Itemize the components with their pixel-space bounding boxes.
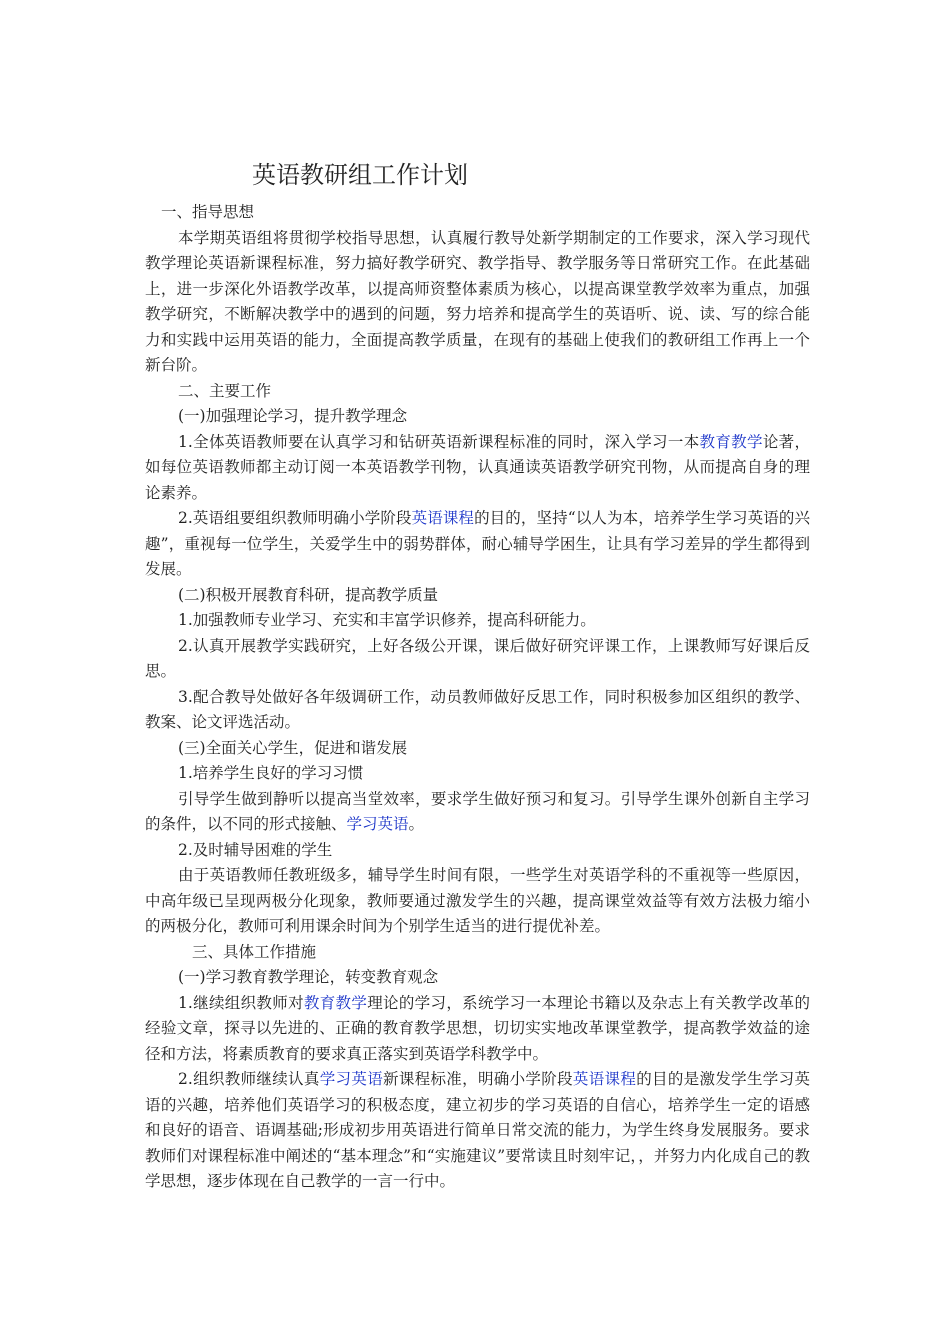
list-item: 2.认真开展教学实践研究，上好各级公开课，课后做好研究评课工作，上课教师写好课后反思。: [145, 636, 810, 680]
paragraph-study-habits: 引导学生做到静听以提高当堂效率，要求学生做好预习和复习。引导学生课外创新自主学习的条件，以不同的形式接触、学习英语。: [145, 789, 810, 833]
section-heading-measures: 三、具体工作措施: [192, 942, 317, 961]
subsection-heading-theory-learning: (一)学习教育教学理论，转变教育观念: [178, 968, 439, 986]
document-title: 英语教研组工作计划: [252, 161, 468, 189]
list-item: 3.配合教导处做好各年级调研工作，动员教师做好反思工作，同时积极参加区组织的教学、教案、论文评选活动。: [145, 687, 810, 731]
list-item: 2.组织教师继续认真学习英语新课程标准，明确小学阶段英语课程的目的是激发学生学习英语的兴趣，培养他们英语学习的积极态度，建立初步的学习英语的自信心，培养学生一定的语感和良好的语音、语调基础;形成初步用英语进行简单日常交流的能力，为学生终身发展服务。要求教师们对课程标准中阐述的“基本理念”和“实施建议”要常读且时刻牢记，，并努力内化成自己的教学思想，逐步体现在自己教学的一言一行中。: [145, 1070, 810, 1190]
subsection-heading-theory-study: (一)加强理论学习，提升教学理念: [178, 407, 408, 425]
link-english-course[interactable]: 英语课程: [411, 509, 475, 527]
link-english-course[interactable]: 英语课程: [572, 1070, 637, 1088]
list-item: 1.加强教师专业学习、充实和丰富学识修养，提高科研能力。: [178, 611, 596, 629]
link-learn-english[interactable]: 学习英语: [319, 1070, 384, 1088]
list-item: 1.培养学生良好的学习习惯: [178, 764, 364, 782]
list-item: 1.继续组织教师对教育教学理论的学习，系统学习一本理论书籍以及杂志上有关教学改革的经验文章，探寻以先进的、正确的教育教学思想，切切实实地改革课堂教学，提高教学效益的途径和方法，将素质教育的要求真正落实到英语学科教学中。: [145, 993, 810, 1063]
link-education-teaching[interactable]: 教育教学: [699, 432, 763, 451]
section-heading-guiding-ideology: 一、指导思想: [161, 203, 255, 221]
list-item: 2.英语组要组织教师明确小学阶段英语课程的目的，坚持“以人为本，培养学生学习英语的兴趣”，重视每一位学生，关爱学生中的弱势群体，耐心辅导学困生，让具有学习差异的学生都得到发展。: [145, 509, 810, 578]
link-learn-english[interactable]: 学习英语: [346, 815, 409, 833]
list-item: 1.全体英语教师要在认真学习和钻研英语新课程标准的同时，深入学习一本教育教学论著，如每位英语教师都主动订阅一本英语教学刊物，认真通读英语教学研究刊物，从而提高自身的理论素养。: [145, 432, 810, 502]
list-item: 2.及时辅导困难的学生: [178, 840, 333, 859]
paragraph-guiding-ideology: 本学期英语组将贯彻学校指导思想，认真履行教导处新学期制定的工作要求，深入学习现代教学理论英语新课程标准，努力搞好教学研究、教学指导、教学服务等日常研究工作。在此基础上，进一步深化外语教学改革，以提高师资整体素质为核心，以提高课堂教学效率为重点，加强教学研究，不断解决教学中的遇到的问题，努力培养和提高学生的英语听、说、读、写的综合能力和实践中运用英语的能力，全面提高教学质量，在现有的基础上使我们的教研组工作再上一个新台阶。: [145, 228, 810, 374]
subsection-heading-research: (二)积极开展教育科研，提高教学质量: [178, 585, 439, 604]
subsection-heading-student-care: (三)全面关心学生，促进和谐发展: [178, 738, 408, 757]
section-heading-main-work: 二、主要工作: [178, 381, 272, 400]
link-education-teaching[interactable]: 教育教学: [303, 993, 368, 1012]
document-body: [145, 200, 810, 1195]
paragraph-tutoring: 由于英语教师任教班级多，辅导学生时间有限，一些学生对英语学科的不重视等一些原因，中高年级已呈现两极分化现象，教师要通过激发学生的兴趣，提高课堂效益等有效方法极力缩小的两极分化，教师可利用课余时间为个别学生适当的进行提优补差。: [145, 866, 810, 935]
